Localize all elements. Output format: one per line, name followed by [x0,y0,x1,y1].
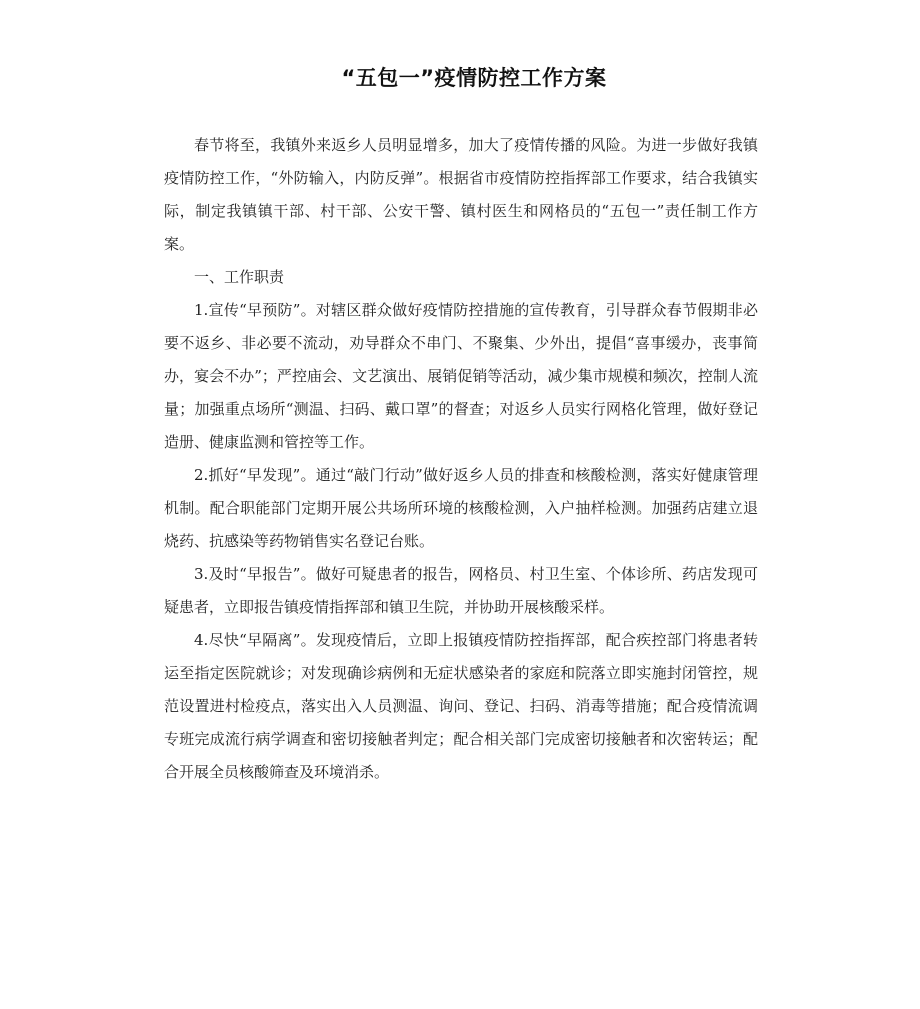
document-body [164,129,758,789]
item-paragraph-3: 3.及时“早报告”。做好可疑患者的报告，网格员、村卫生室、个体诊所、药店发现可疑患者，立即报告镇疫情指挥部和镇卫生院，并协助开展核酸采样。 [164,565,758,616]
document-title: “五包一”疫情防控工作方案 [341,66,607,90]
intro-paragraph: 春节将至，我镇外来返乡人员明显增多，加大了疫情传播的风险。为进一步做好我镇疫情防控工作，“外防输入，内防反弹”。根据省市疫情防控指挥部工作要求，结合我镇实际，制定我镇镇干部、村干部、公安干警、镇村医生和网格员的“五包一”责任制工作方案。 [164,136,758,253]
section-heading: 一、工作职责 [194,268,285,286]
item-paragraph-4: 4.尽快“早隔离”。发现疫情后，立即上报镇疫情防控指挥部，配合疾控部门将患者转运至指定医院就诊；对发现确诊病例和无症状感染者的家庭和院落立即实施封闭管控，规范设置进村检疫点，落实出入人员测温、询问、登记、扫码、消毒等措施；配合疫情流调专班完成流行病学调查和密切接触者判定；配合相关部门完成密切接触者和次密转运；配合开展全员核酸筛查及环境消杀。 [164,631,758,781]
item-paragraph-2: 2.抓好“早发现”。通过“敲门行动”做好返乡人员的排查和核酸检测，落实好健康管理机制。配合职能部门定期开展公共场所环境的核酸检测，入户抽样检测。加强药店建立退烧药、抗感染等药物销售实名登记台账。 [164,466,758,550]
item-paragraph-1: 1.宣传“早预防”。对辖区群众做好疫情防控措施的宣传教育，引导群众春节假期非必要不返乡、非必要不流动，劝导群众不串门、不聚集、少外出，提倡“喜事缓办，丧事简办，宴会不办”；严控庙会、文艺演出、展销促销等活动，减少集市规模和频次，控制人流量；加强重点场所“测温、扫码、戴口罩”的督查；对返乡人员实行网格化管理，做好登记造册、健康监测和管控等工作。 [164,301,758,451]
